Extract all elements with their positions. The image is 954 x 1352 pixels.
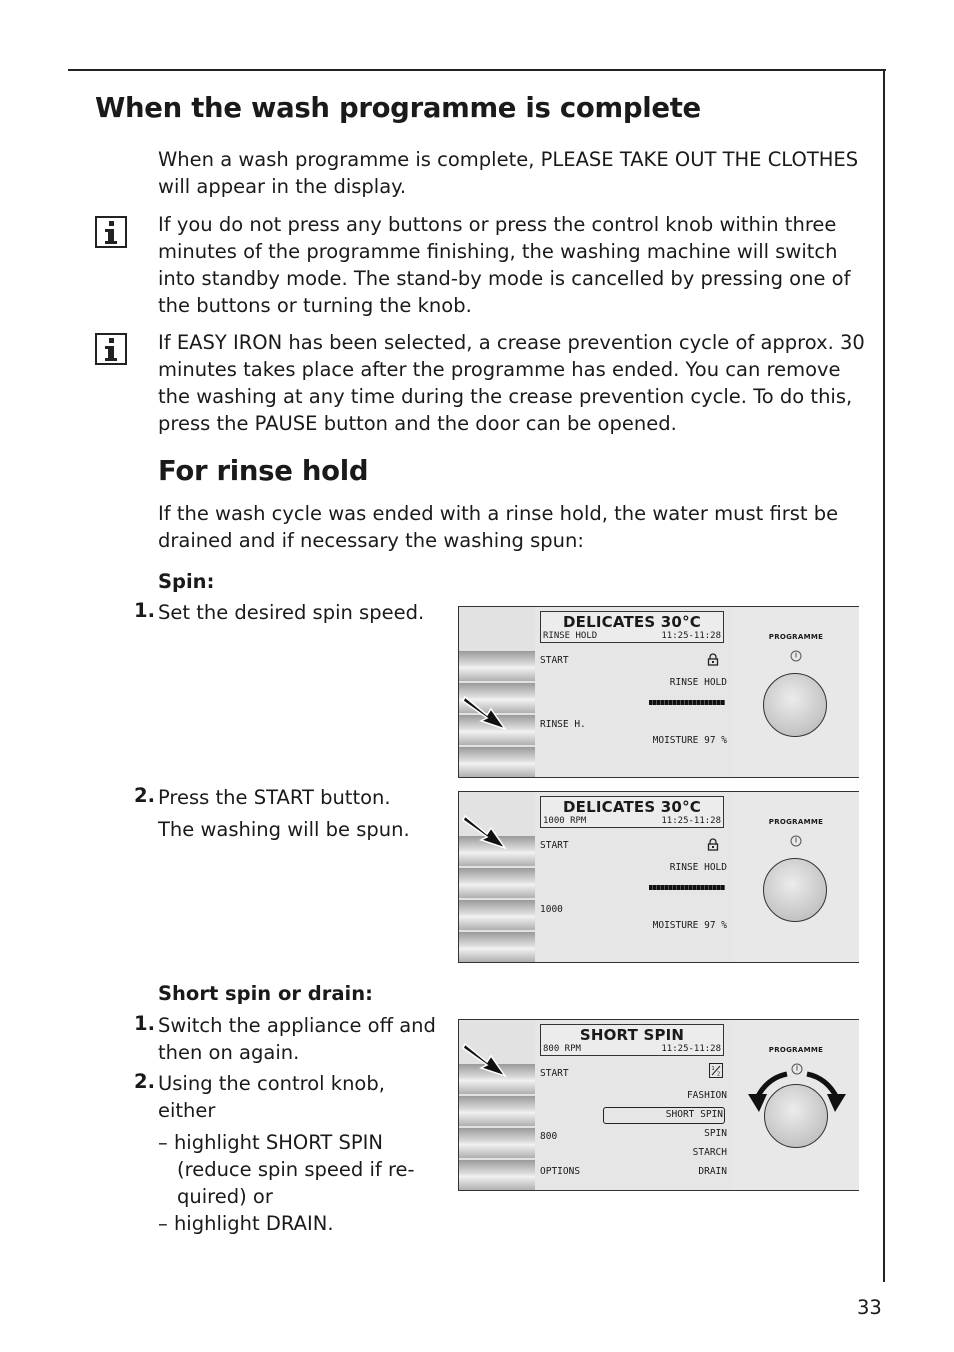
spin-step-2-note: The washing will be spun. — [158, 818, 410, 841]
display-title: SHORT SPIN — [579, 1026, 685, 1044]
display-screen — [535, 1020, 734, 1190]
display-subtitle: RINSE HOLD — [543, 631, 598, 641]
display-header — [540, 611, 724, 643]
short-spin-step-2: Using the control knob, either — [158, 1072, 385, 1122]
step-number: 1. — [134, 599, 155, 622]
menu-item-starch[interactable]: STARCH — [692, 1147, 727, 1158]
top-rule — [68, 69, 886, 71]
display-screen — [535, 607, 734, 777]
display-header — [540, 796, 724, 828]
programme-label: PROGRAMME — [768, 818, 824, 826]
spin-step-1: Set the desired spin speed. — [158, 601, 425, 624]
display-value: 1000 — [540, 904, 563, 915]
panel-button[interactable] — [459, 868, 535, 898]
short-spin-bullet-1: – highlight SHORT SPIN (reduce spin speed if re- quired) or — [158, 1131, 415, 1208]
programme-area — [733, 792, 859, 962]
display-moisture: MOISTURE 97 % — [652, 920, 727, 931]
display-start-label: START — [540, 1068, 569, 1079]
section-title-rinse-hold: For rinse hold — [158, 455, 369, 487]
display-rinse-hold: RINSE HOLD — [669, 862, 727, 873]
step-number: 2. — [134, 784, 155, 807]
display-subtitle: 1000 RPM — [543, 816, 587, 826]
lock-icon — [707, 653, 719, 666]
programme-label: PROGRAMME — [768, 633, 824, 641]
progress-bar — [649, 700, 725, 705]
display-rinse-hold: RINSE HOLD — [669, 677, 727, 688]
info-paragraph-standby: If you do not press any buttons or press the control knob within three minutes of the programme finishing, the washing machine will switch into standby mode. The stand-by mode is cancelled by pressing one of the buttons or turning the knob. — [158, 213, 851, 317]
menu-item-short-spin[interactable]: SHORT SPIN — [665, 1109, 723, 1120]
menu-item-fashion[interactable]: FASHION — [686, 1090, 727, 1101]
control-panel-spin — [458, 791, 859, 963]
panel-button[interactable] — [459, 932, 535, 962]
rotate-arrows-icon — [743, 1060, 851, 1116]
display-start-label: START — [540, 655, 569, 666]
menu-item-drain[interactable]: DRAIN — [698, 1166, 727, 1177]
menu-item-spin[interactable]: SPIN — [704, 1128, 727, 1139]
display-screen — [535, 792, 734, 962]
svg-text:1: 1 — [711, 1066, 715, 1072]
display-time: 11:25-11:28 — [661, 1044, 721, 1054]
panel-button[interactable] — [459, 900, 535, 930]
rinse-hold-paragraph: If the wash cycle was ended with a rinse hold, the water must first be drained and if necessary the washing spun: — [158, 502, 839, 552]
page-number: 33 — [857, 1296, 882, 1319]
display-options: OPTIONS — [540, 1166, 581, 1177]
pointer-arrow-icon — [461, 1038, 509, 1080]
pointer-arrow-icon — [461, 810, 509, 852]
spin-step-2: Press the START button. — [158, 786, 391, 809]
control-panel-short-spin — [458, 1019, 859, 1191]
programme-area — [733, 1020, 859, 1190]
info-icon — [95, 216, 127, 248]
short-spin-step-1: Switch the appliance off and then on again. — [158, 1014, 436, 1064]
display-title: DELICATES 30°C — [563, 798, 701, 816]
svg-text:2: 2 — [717, 1071, 721, 1078]
spin-subheading: Spin: — [158, 570, 215, 593]
display-time: 11:25-11:28 — [661, 631, 721, 641]
display-title: DELICATES 30°C — [563, 613, 701, 631]
short-spin-bullet-2: – highlight DRAIN. — [158, 1212, 334, 1235]
display-value: RINSE H. — [540, 719, 586, 730]
step-number: 2. — [134, 1070, 155, 1093]
programme-label: PROGRAMME — [768, 1046, 824, 1054]
right-rule — [883, 69, 885, 1282]
step-number: 1. — [134, 1012, 155, 1035]
intro-paragraph: When a wash programme is complete, PLEASE TAKE OUT THE CLOTHES will appear in the display. — [158, 148, 859, 198]
panel-button[interactable] — [459, 651, 535, 681]
progress-bar — [649, 885, 725, 890]
display-header — [540, 1024, 724, 1056]
display-value: 800 — [540, 1131, 558, 1142]
panel-button[interactable] — [459, 1128, 535, 1158]
display-moisture: MOISTURE 97 % — [652, 735, 727, 746]
power-icon — [790, 650, 802, 662]
panel-button[interactable] — [459, 747, 535, 777]
info-paragraph-easy-iron: If EASY IRON has been selected, a crease prevention cycle of approx. 30 minutes takes place after the programme has ended. You can remove the washing at any time during the crease prevention cycle. To do this, press the PAUSE button and the door can be opened. — [158, 331, 865, 435]
page-title: When the wash programme is complete — [95, 92, 701, 124]
programme-area — [733, 607, 859, 777]
short-spin-subheading: Short spin or drain: — [158, 982, 373, 1005]
panel-button[interactable] — [459, 1096, 535, 1126]
power-icon — [790, 835, 802, 847]
info-icon — [95, 333, 127, 365]
programme-knob[interactable] — [763, 858, 827, 922]
lock-icon — [707, 838, 719, 851]
display-subtitle: 800 RPM — [543, 1044, 581, 1054]
control-panel-rinse-hold — [458, 606, 859, 778]
panel-button[interactable] — [459, 1160, 535, 1190]
pointer-arrow-icon — [461, 691, 509, 733]
programme-knob[interactable] — [763, 673, 827, 737]
display-start-label: START — [540, 840, 569, 851]
display-time: 11:25-11:28 — [661, 816, 721, 826]
half-load-icon — [709, 1063, 723, 1078]
